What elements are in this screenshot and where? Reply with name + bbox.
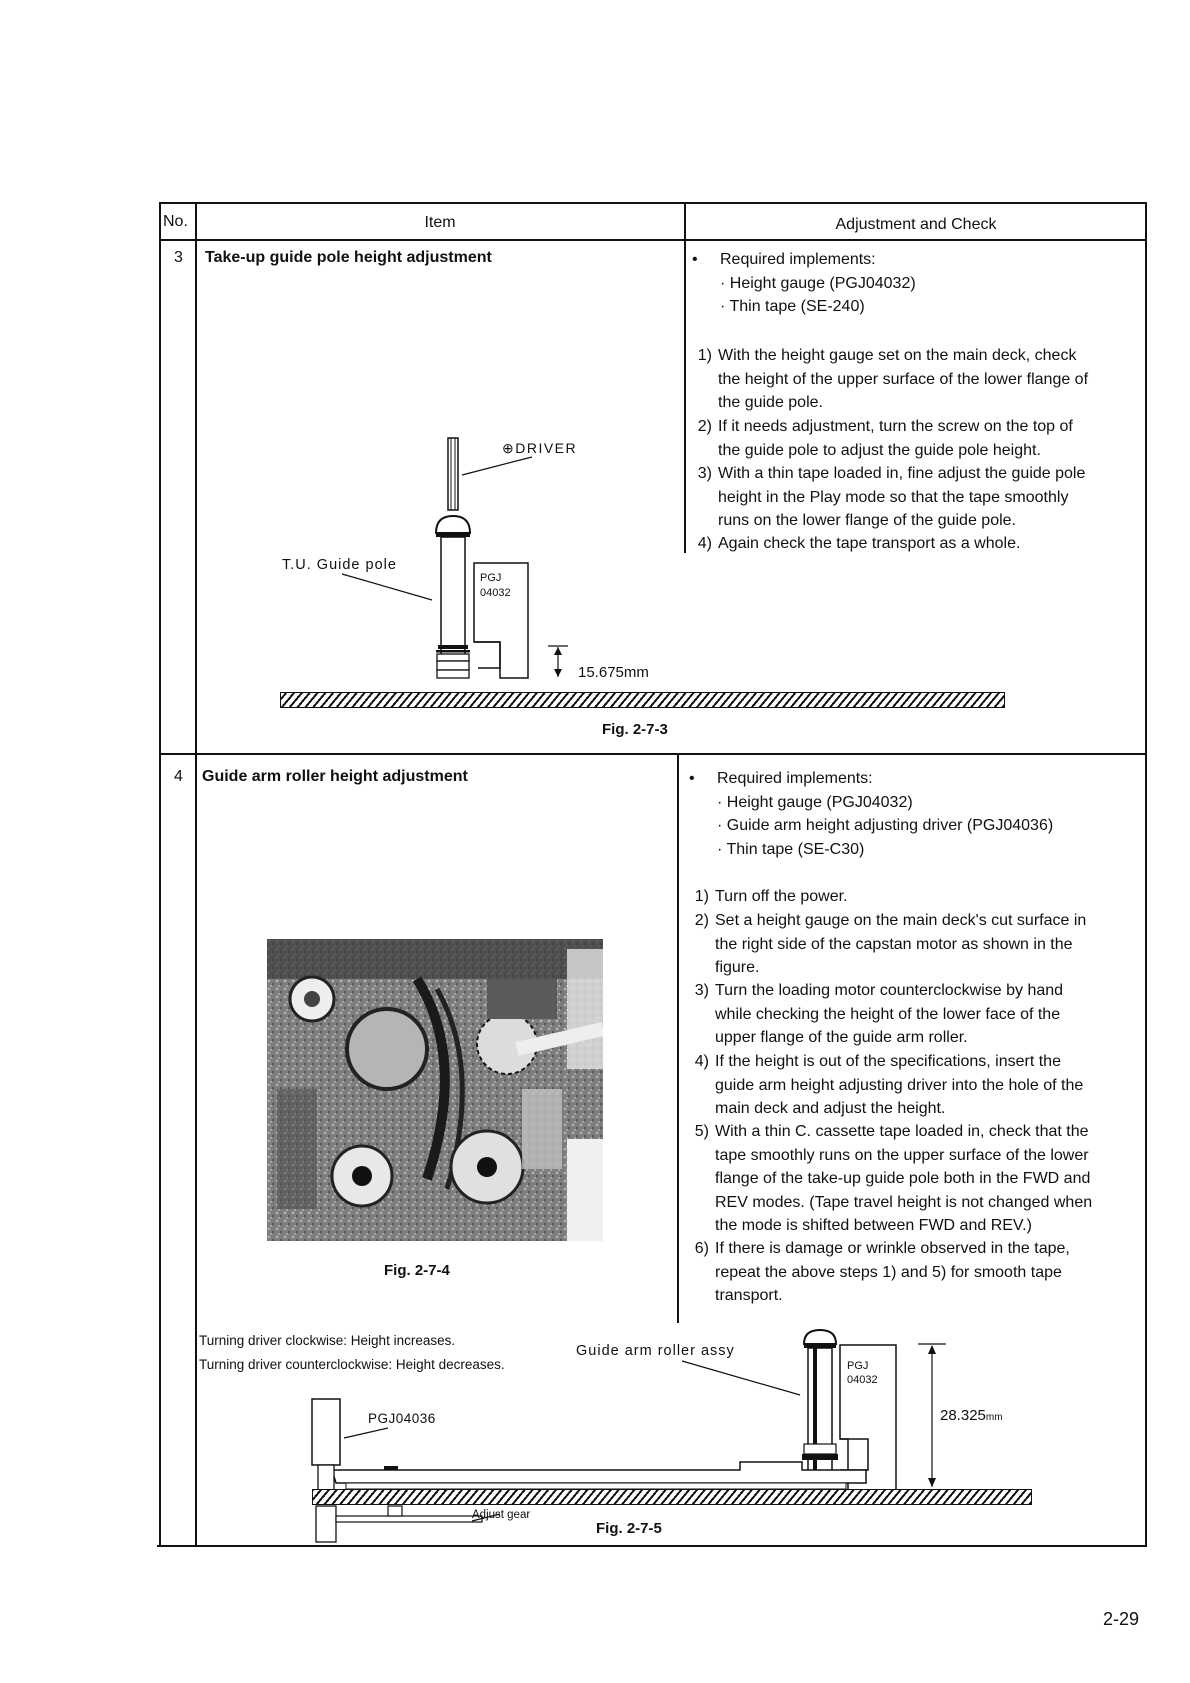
table-border-left xyxy=(159,202,161,1546)
guide-pole-leader xyxy=(342,574,432,600)
header-no: No. xyxy=(163,213,188,230)
page-number: 2-29 xyxy=(1103,1609,1140,1629)
column-divider-item-lower xyxy=(677,755,679,1323)
guide-arm xyxy=(332,1462,866,1483)
adjusting-driver-label: PGJ04036 xyxy=(368,1411,436,1426)
gauge-lower-label-1: PGJ xyxy=(847,1360,869,1372)
driver-leader xyxy=(462,457,532,475)
section-4-bullet: • xyxy=(689,770,695,787)
gauge-label-1: PGJ xyxy=(480,572,502,584)
guide-pole-label: T.U. Guide pole xyxy=(282,557,397,573)
driver-shaft xyxy=(448,438,458,510)
driver-label: ⊕DRIVER xyxy=(502,440,578,456)
table-border-bottom xyxy=(157,1545,1147,1547)
section-4-title: Guide arm roller height adjustment xyxy=(202,768,468,785)
section-4-number: 4 xyxy=(174,768,183,785)
section-3-implement-1: · Height gauge (PGJ04032) xyxy=(720,275,916,292)
section-3-number: 3 xyxy=(174,249,183,266)
fig-2-7-5-diagram xyxy=(300,1320,1040,1545)
adjusting-driver-leader xyxy=(344,1428,388,1438)
gauge-lower-label-2: 04032 xyxy=(847,1374,878,1386)
section-divider xyxy=(159,753,1147,755)
adjusting-driver-handle xyxy=(312,1399,340,1465)
fig-2-7-5-caption: Fig. 2-7-5 xyxy=(596,1520,662,1537)
guide-arm-roller-label: Guide arm roller assy xyxy=(576,1343,735,1359)
table-border-top xyxy=(159,202,1147,204)
column-divider-no xyxy=(195,202,197,1546)
fig-2-7-3-caption: Fig. 2-7-3 xyxy=(602,721,668,738)
roller-leader xyxy=(682,1361,800,1395)
section-3-implement-2: · Thin tape (SE-240) xyxy=(720,298,865,315)
adjust-gear xyxy=(336,1516,482,1522)
fig-2-7-3-diagram xyxy=(270,430,1010,710)
main-deck-base-lower xyxy=(312,1489,1032,1505)
header-divider xyxy=(159,239,1147,241)
section-3-title: Take-up guide pole height adjustment xyxy=(205,249,492,266)
main-deck-base-upper xyxy=(280,692,1005,708)
section-3-implements-label: Required implements: xyxy=(720,251,876,268)
gauge-label-2: 04032 xyxy=(480,587,511,599)
dimension-label: 15.675mm xyxy=(578,664,649,681)
table-border-right xyxy=(1145,202,1147,1546)
adjust-gear-label: Adjust gear xyxy=(472,1509,531,1521)
header-item: Item xyxy=(424,214,456,231)
guide-pole-cap xyxy=(436,516,470,533)
header-adjustment: Adjustment and Check xyxy=(835,216,997,233)
dimension-lower-value: 28.325mm xyxy=(940,1407,1003,1424)
driver-direction-note-1: Turning driver clockwise: Height increases. xyxy=(199,1333,456,1348)
fig-2-7-4-caption: Fig. 2-7-4 xyxy=(384,1262,450,1279)
section-3-bullet: • xyxy=(692,251,698,268)
section-4-implement-2: · Guide arm height adjusting driver (PGJ04036) xyxy=(717,817,1054,834)
section-4-implement-3: · Thin tape (SE-C30) xyxy=(717,841,865,858)
section-4-implements-label: Required implements: xyxy=(717,770,873,787)
driver-direction-note-2: Turning driver counterclockwise: Height decreases. xyxy=(199,1357,505,1372)
guide-arm-roller-cap xyxy=(804,1330,836,1344)
deck-mechanism-photo xyxy=(267,939,603,1241)
section-4-implement-1: · Height gauge (PGJ04032) xyxy=(717,794,913,811)
guide-arm-roller-body xyxy=(808,1348,832,1488)
